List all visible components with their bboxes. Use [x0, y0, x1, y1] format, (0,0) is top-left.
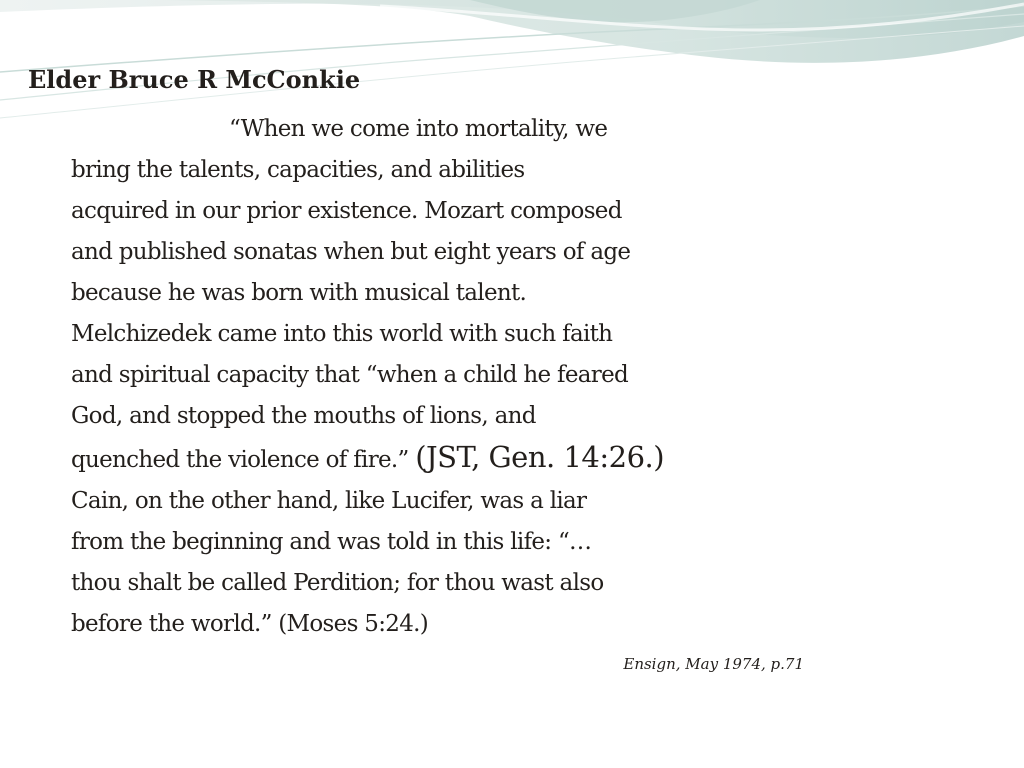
quote-line: Melchizedek came into this world with such faith [71, 321, 613, 347]
quote-line: from the beginning and was told in this life: “… [71, 529, 592, 555]
quote-line-with-reference [71, 437, 811, 481]
quote-line: and spiritual capacity that “when a child he feared [71, 362, 629, 388]
quote-body [71, 109, 811, 645]
scripture-reference: (JST, Gen. 14:26.) [415, 440, 665, 474]
quote-line: “When we come into mortality, we [229, 116, 608, 142]
quote-line: Cain, on the other hand, like Lucifer, was a liar [71, 488, 587, 514]
quote-line-text: quenched the violence of fire.” [71, 447, 416, 473]
speaker-heading: Elder Bruce R McConkie [28, 65, 361, 94]
quote-line: thou shalt be called Perdition; for thou wast also [71, 570, 604, 596]
quote-line: because he was born with musical talent. [71, 280, 527, 306]
quote-line: acquired in our prior existence. Mozart composed [71, 198, 622, 224]
quote-line: God, and stopped the mouths of lions, and [71, 403, 536, 429]
quote-line: bring the talents, capacities, and abilities [71, 157, 525, 183]
quote-line: and published sonatas when but eight years of age [71, 239, 631, 265]
source-citation: Ensign, May 1974, p.71 [623, 655, 804, 673]
quote-line: before the world.” (Moses 5:24.) [71, 611, 429, 637]
